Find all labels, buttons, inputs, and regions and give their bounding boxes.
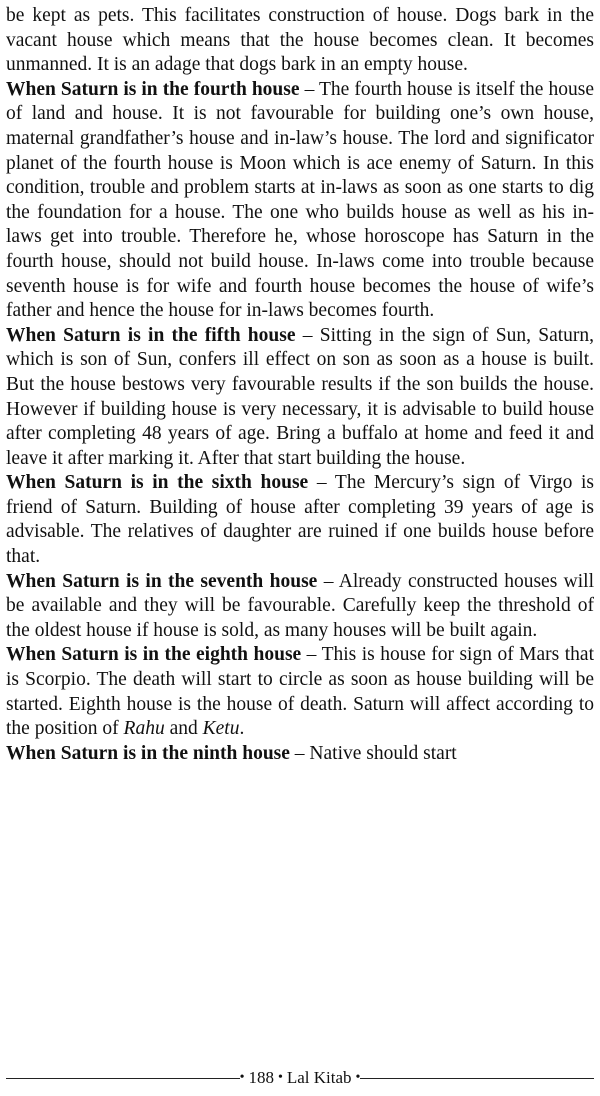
paragraph-body-joiner: and [164, 718, 203, 740]
section-heading: When Saturn is in the ninth house [6, 742, 290, 764]
paragraph-sixth-house [6, 471, 594, 569]
page-number: 188 [248, 1068, 274, 1087]
paragraph-body: be kept as pets. This facilitates construction of house. Dogs bark in the vacant house which means that the house becomes clean. It becomes unmanned. It is an adage that dogs bark in an empty house. [6, 5, 594, 76]
page-footer [6, 1068, 594, 1088]
paragraph-body: – This is house for sign of Mars that is Scorpio. The death will start to circle as soon as house building will be started. Eighth house is the house of death. Saturn will affect according to the position of [6, 644, 594, 740]
paragraph-body: – The Mercury’s sign of Virgo is friend of Saturn. Building of house after completing 39 years of age is advisable. The relatives of daughter are ruined if one builds house before that. [6, 472, 594, 568]
italic-term-ketu: Ketu [202, 718, 240, 740]
section-heading: When Saturn is in the fourth house [6, 78, 300, 100]
section-heading: When Saturn is in the eighth house [6, 644, 302, 666]
paragraph-body: – Sitting in the sign of Sun, Saturn, which is son of Sun, confers ill effect on son as soon as a house is built. But the house bestows very favourable results if the son builds the house. However if building house is very necessary, it is advisable to build house after completing 48 years of age. Bring a buffalo at home and feed it and leave it after marking it. After that start building the house. [6, 324, 595, 469]
section-heading: When Saturn is in the sixth house [6, 472, 309, 494]
paragraph-body: – The fourth house is itself the house of land and house. It is not favourable for building one’s own house, maternal grandfather’s house and in-law’s house. The lord and significator planet of the fourth house is Moon which is ace enemy of Saturn. In this condition, trouble and problem starts at in-laws as soon as one starts to dig the foundation for a house. The one who builds house as well as his in-laws get into trouble. Therefore he, whose horoscope has Saturn in the fourth house, should not build house. In-laws come into trouble because seventh house is for wife and fourth house becomes the house of wife’s father and hence the house for in-laws becomes fourth. [6, 78, 594, 322]
footer-rule-right [360, 1078, 594, 1079]
section-heading: When Saturn is in the fifth house [6, 324, 296, 346]
page-text [6, 4, 594, 766]
paragraph-intro [6, 4, 594, 78]
paragraph-seventh-house [6, 570, 594, 644]
paragraph-fifth-house [6, 324, 594, 472]
paragraph-body: – Already constructed houses will be available and they will be favourable. Carefully keep the threshold of the oldest house if house is sold, as many houses will be built again. [6, 570, 594, 641]
footer-bullet-middle: • [277, 1070, 283, 1085]
footer-bullet-left: • [239, 1070, 245, 1085]
italic-term-rahu: Rahu [123, 718, 165, 740]
section-heading: When Saturn is in the seventh house [6, 570, 318, 592]
paragraph-ninth-house [6, 742, 594, 767]
paragraph-body-end: . [239, 718, 245, 740]
paragraph-body: – Native should start [289, 742, 457, 764]
footer-bullet-right: • [355, 1070, 361, 1085]
footer-rule-left [6, 1078, 240, 1079]
book-title: Lal Kitab [286, 1068, 352, 1087]
paragraph-fourth-house [6, 78, 594, 324]
paragraph-eighth-house [6, 643, 594, 741]
